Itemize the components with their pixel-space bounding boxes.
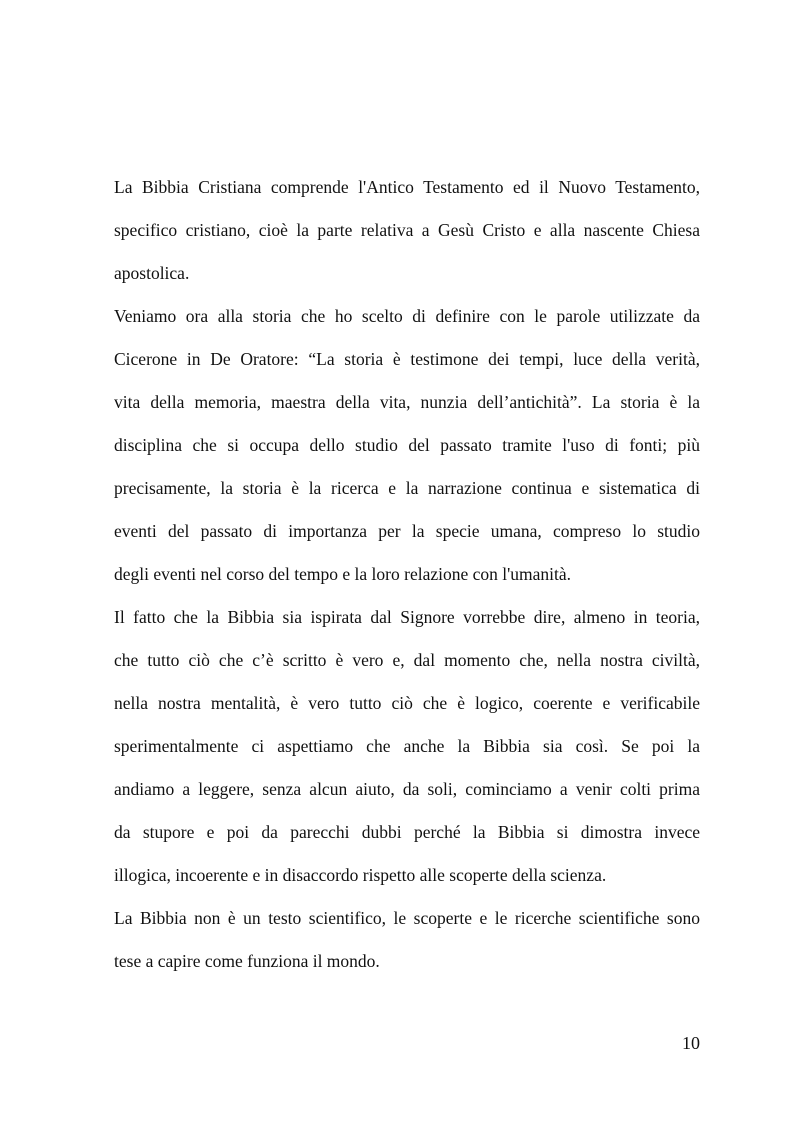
text-line: La Bibbia Cristiana comprende l'Antico Testamento ed il Nuovo Testamento, [114,177,700,197]
text-line: andiamo a leggere, senza alcun aiuto, da soli, cominciamo a venir colti prima [114,779,700,799]
text-line: apostolica. [114,263,190,283]
text-line: Veniamo ora alla storia che ho scelto di definire con le parole utilizzate da [114,306,700,326]
text-line: da stupore e poi da parecchi dubbi perché la Bibbia si dimostra invece [114,822,700,842]
body-text [114,166,700,983]
text-line: illogica, incoerente e in disaccordo rispetto alle scoperte della scienza. [114,865,607,885]
paragraph [114,295,700,596]
text-line: La Bibbia non è un testo scientifico, le scoperte e le ricerche scientifiche sono [114,908,700,928]
page-number: 10 [682,1033,700,1053]
text-line: Cicerone in De Oratore: “La storia è testimone dei tempi, luce della verità, [114,349,700,369]
text-line: che tutto ciò che c’è scritto è vero e, dal momento che, nella nostra civiltà, [114,650,700,670]
text-line: degli eventi nel corso del tempo e la loro relazione con l'umanità. [114,564,572,584]
text-line: vita della memoria, maestra della vita, nunzia dell’antichità”. La storia è la [114,392,700,412]
text-line: eventi del passato di importanza per la specie umana, compreso lo studio [114,521,700,541]
text-line: specifico cristiano, cioè la parte relativa a Gesù Cristo e alla nascente Chiesa [114,220,700,240]
paragraph [114,166,700,295]
text-line: tese a capire come funziona il mondo. [114,951,380,971]
text-line: sperimentalmente ci aspettiamo che anche la Bibbia sia così. Se poi la [114,736,700,756]
paragraph [114,897,700,983]
text-line: precisamente, la storia è la ricerca e la narrazione continua e sistematica di [114,478,700,498]
text-line: disciplina che si occupa dello studio del passato tramite l'uso di fonti; più [114,435,700,455]
text-line: Il fatto che la Bibbia sia ispirata dal Signore vorrebbe dire, almeno in teoria, [114,607,700,627]
paragraph [114,596,700,897]
text-line: nella nostra mentalità, è vero tutto ciò che è logico, coerente e verificabile [114,693,700,713]
